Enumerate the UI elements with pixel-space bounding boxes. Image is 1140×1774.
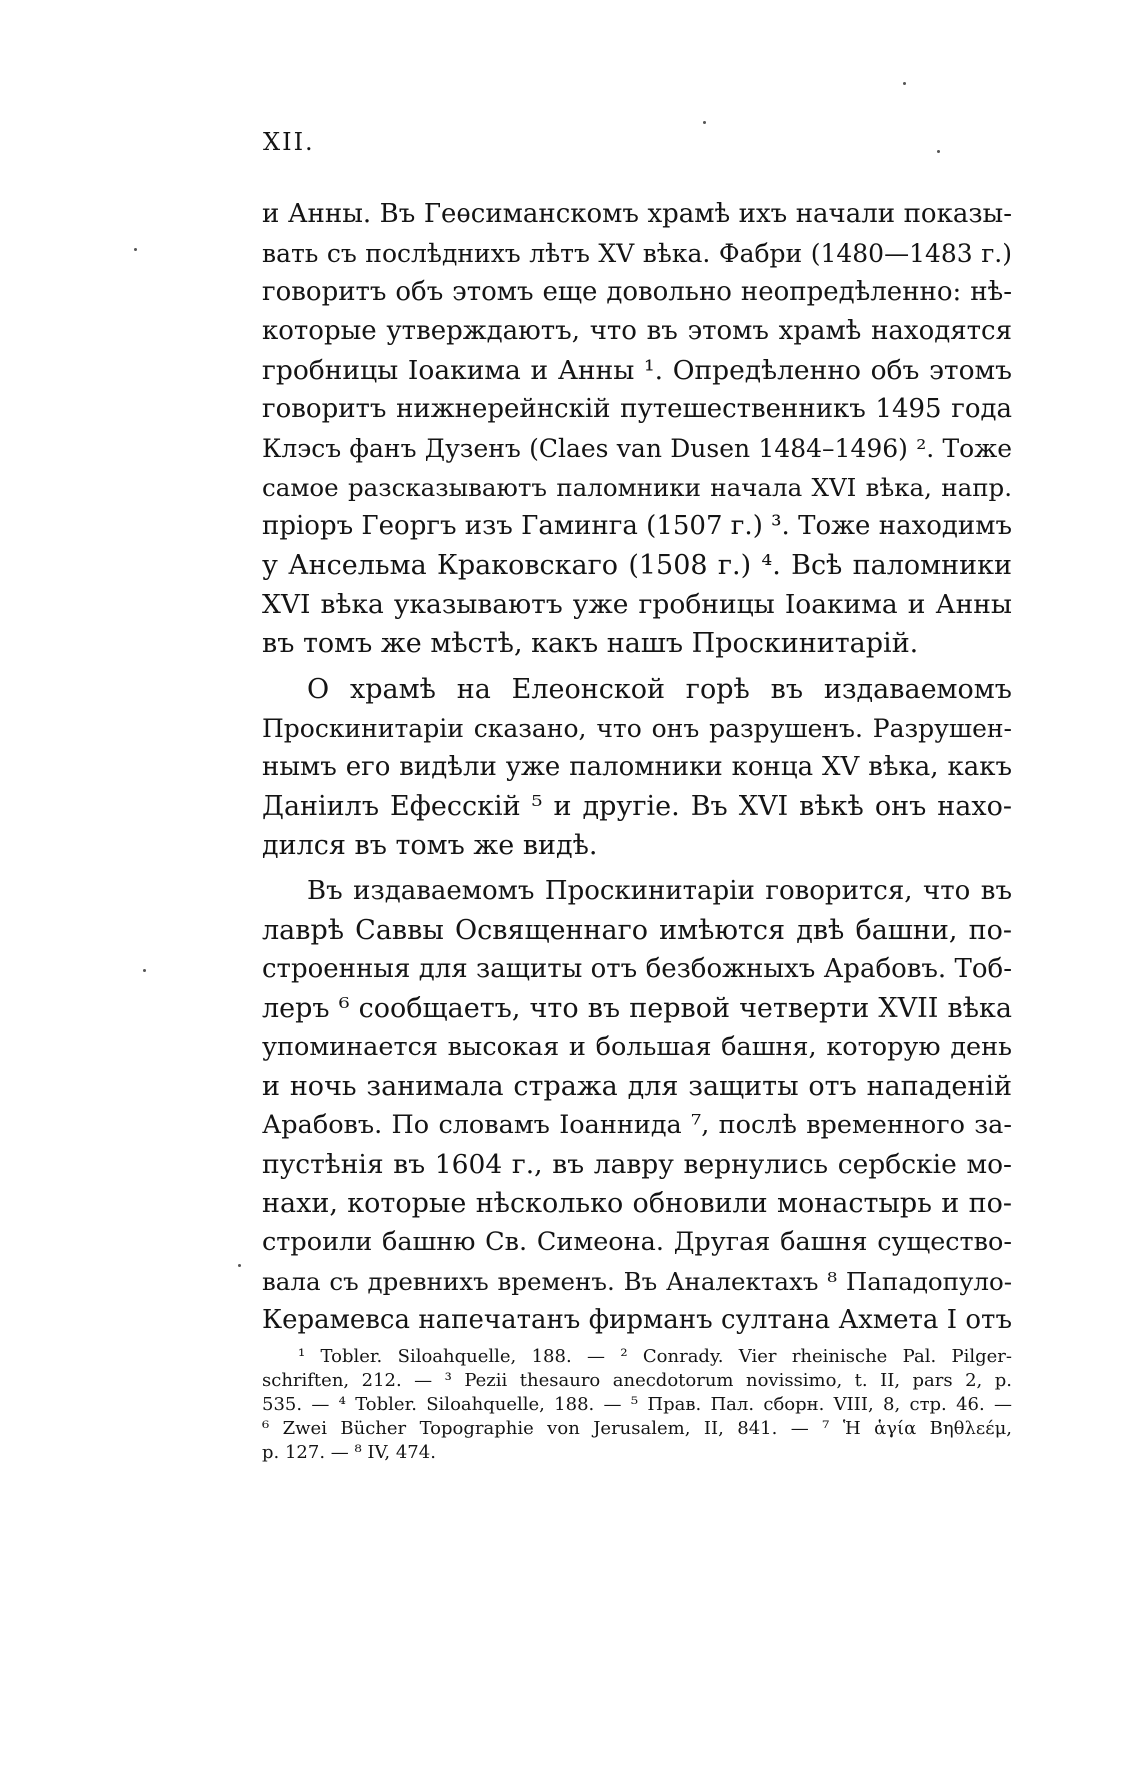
- text-line: строили башню Св. Симеона. Другая башня существо-: [262, 1227, 1012, 1257]
- footnotes: [262, 1345, 1012, 1465]
- page-number: XII.: [263, 128, 315, 156]
- text-line: Проскинитаріи сказано, что онъ разрушенъ. Разрушен-: [262, 714, 1012, 743]
- text-line: Керамевса напечатанъ фирманъ султана Ахмета I отъ: [262, 1305, 1012, 1335]
- text-line: въ томъ же мѣстѣ, какъ нашъ Проскинитарій.: [262, 628, 919, 659]
- text-line: леръ ⁶ сообщаетъ, что въ первой четверти XVII вѣка: [262, 993, 1012, 1024]
- scan-speck: [238, 1264, 241, 1267]
- text-line: говоритъ объ этомъ еще довольно неопредѣленно: нѣ-: [262, 277, 1012, 307]
- text-line: вала съ древнихъ временъ. Въ Аналектахъ ⁸ Пападопуло-: [262, 1267, 1012, 1296]
- footnote-line: ⁶ Zwei Bücher Topographie von Jerusalem, II, 841. — ⁷ Ἡ ἁγία Βηθλεέμ,: [262, 1418, 1012, 1439]
- text-line: пріоръ Георгъ изъ Гаминга (1507 г.) ³. Тоже находимъ: [262, 511, 1012, 541]
- text-line: гробницы Іоакима и Анны ¹. Опредѣленно объ этомъ: [262, 355, 1012, 386]
- paragraph-1: [262, 195, 1012, 663]
- body-text: [262, 195, 1012, 1340]
- scan-speck: [143, 969, 146, 972]
- paragraph-3: [262, 872, 1012, 1340]
- footnote-line: 535. — ⁴ Tobler. Siloahquelle, 188. — ⁵ Прав. Пал. сборн. VIII, 8, стр. 46. —: [262, 1394, 1012, 1415]
- text-line: XVI вѣка указываютъ уже гробницы Іоакима и Анны: [262, 589, 1012, 620]
- text-line: пустѣнія въ 1604 г., въ лавру вернулись сербскіе мо-: [262, 1149, 1012, 1180]
- text-line: говоритъ нижнерейнскій путешественникъ 1495 года: [262, 394, 1012, 424]
- text-line: О храмѣ на Елеонской горѣ въ издаваемомъ: [307, 674, 1012, 705]
- scan-speck: [937, 150, 940, 153]
- text-line: которые утверждаютъ, что въ этомъ храмѣ находятся: [262, 316, 1012, 346]
- scan-speck: [703, 121, 706, 124]
- text-line: самое разсказываютъ паломники начала XVI вѣка, напр.: [262, 473, 1012, 502]
- text-line: и Анны. Въ Геѳсиманскомъ храмѣ ихъ начали показы-: [262, 199, 1012, 229]
- text-line: и ночь занимала стража для защиты отъ нападеній: [262, 1071, 1012, 1102]
- text-line: у Ансельма Краковскаго (1508 г.) ⁴. Всѣ паломники: [262, 550, 1012, 581]
- footnote-line: p. 127. — ⁸ IV, 474.: [262, 1442, 436, 1463]
- paragraph-2: [262, 670, 1012, 865]
- scan-speck: [134, 248, 137, 251]
- text-line: Даніилъ Ефесскій ⁵ и другіе. Въ XVI вѣкѣ онъ нахо-: [262, 791, 1012, 822]
- text-line: строенныя для защиты отъ безбожныхъ Арабовъ. Тоб-: [262, 954, 1012, 984]
- text-line: Клэсъ фанъ Дузенъ (Claes van Dusen 1484–1496) ². Тоже: [262, 434, 1012, 463]
- text-line: дился въ томъ же видѣ.: [262, 830, 598, 861]
- text-line: Арабовъ. По словамъ Іоаннида ⁷, послѣ временного за-: [262, 1110, 1012, 1140]
- footnote-line: ¹ Tobler. Siloahquelle, 188. — ² Conrady. Vier rheinische Pal. Pilger-: [298, 1346, 1012, 1367]
- text-line: нымъ его видѣли уже паломники конца XV вѣка, какъ: [262, 752, 1012, 782]
- text-line: Въ издаваемомъ Проскинитаріи говорится, что въ: [307, 876, 1012, 906]
- text-line: упоминается высокая и большая башня, которую день: [262, 1032, 1012, 1062]
- footnote-line: schriften, 212. — ³ Pezii thesauro anecdotorum novissimo, t. II, pars 2, p.: [262, 1370, 1012, 1391]
- text-line: лаврѣ Саввы Освященнаго имѣются двѣ башни, по-: [262, 915, 1012, 946]
- text-line: нахи, которые нѣсколько обновили монастырь и по-: [262, 1188, 1012, 1219]
- scan-speck: [903, 82, 906, 85]
- text-line: вать съ послѣднихъ лѣтъ XV вѣка. Фабри (1480—1483 г.): [262, 239, 1012, 268]
